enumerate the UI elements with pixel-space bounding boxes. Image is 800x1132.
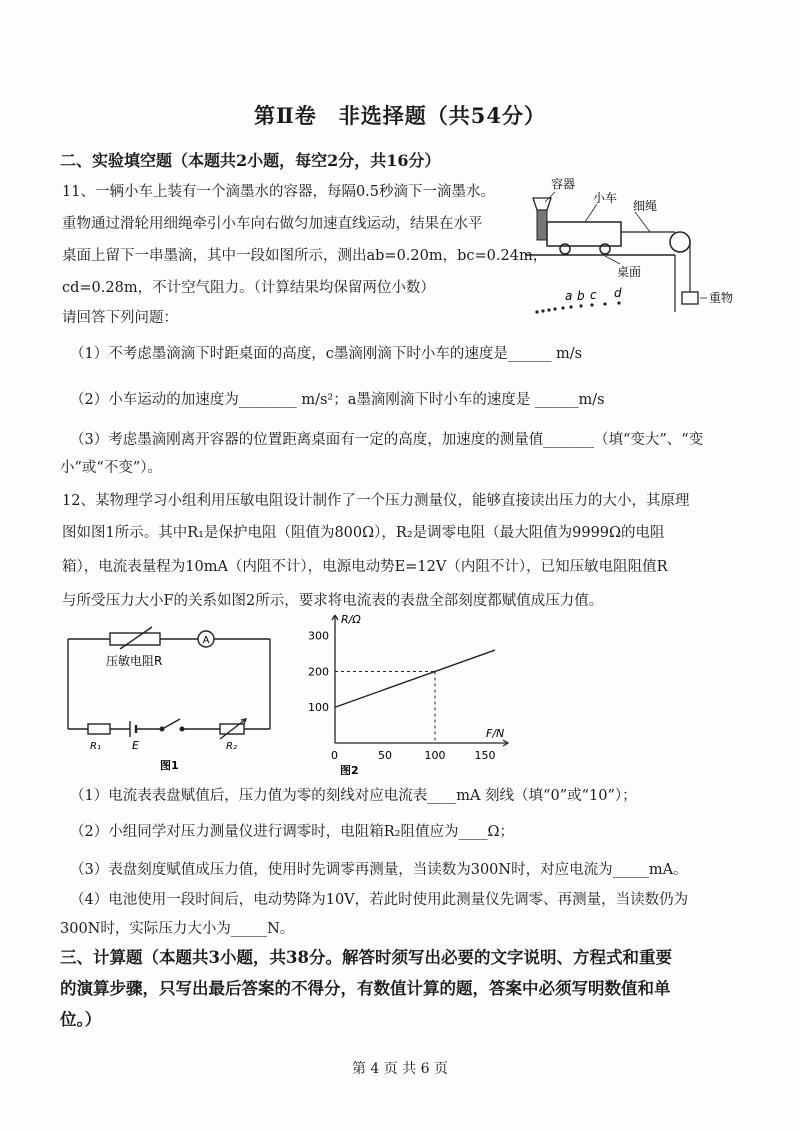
q11-part-2: （2）小车运动的加速度为________ m/s²；a墨滴刚滴下时小车的速度是 ______m/s <box>70 392 605 408</box>
x-axis-label: F/N <box>486 727 505 740</box>
q11-line-3: 桌面上留下一串墨滴，其中一段如图所示，测出ab=0.20m，bc=0.24m， <box>62 248 548 264</box>
container-body <box>537 210 547 240</box>
q11-line-2: 重物通过滑轮用细绳牵引小车向右做匀加速直线运动，结果在水平 <box>62 216 483 232</box>
q11-part-3-line-2: 小”或“不变”）。 <box>60 460 162 476</box>
point-a: a <box>565 289 573 303</box>
origin-label: 0 <box>331 749 338 762</box>
r2-label: R₂ <box>226 741 237 752</box>
x-tick-label: 100 <box>424 749 446 762</box>
q12-line-1: 12、某物理学习小组利用压敏电阻设计制作了一个压力测量仪，能够直接读出压力的大小，其原理 <box>62 493 690 509</box>
string-label: 细绳 <box>633 199 658 213</box>
x-tick-label: 50 <box>378 749 392 762</box>
point-c: c <box>590 288 597 302</box>
section-3-line-2: 的演算步骤，只写出最后答案的不得分，有数值计算的题，答案中必须写明数值和单 <box>60 979 671 998</box>
weight-block <box>682 292 698 304</box>
switch-icon <box>164 719 180 728</box>
q12-line-4: 与所受压力大小F的关系如图2所示，要求将电流表的表盘全部刻度都赋值成压力值。 <box>62 593 604 609</box>
q11-part-1: （1）不考虑墨滴滴下时距桌面的高度，c墨滴刚滴下时小车的速度是______ m/s <box>70 346 583 362</box>
y-axis-label: R/Ω <box>341 615 361 626</box>
sensor-label: 压敏电阻R <box>106 654 163 668</box>
series-line <box>335 650 495 707</box>
r1-resistor <box>88 724 110 734</box>
page-footer: 第 4 页 共 6 页 <box>351 1061 449 1077</box>
point-b: b <box>577 289 585 303</box>
q12-line-2: 图如图1所示。其中R₁是保护电阻（阻值为800Ω），R₂是调零电阻（最大阻值为9999Ω的电阻 <box>62 525 665 541</box>
container-label: 容器 <box>551 177 576 191</box>
section-3-line-1: 三、计算题（本题共3小题，共38分。解答时须写出必要的文字说明、方程式和重要 <box>60 948 672 967</box>
pulley-icon <box>670 232 690 252</box>
cart-body <box>547 222 621 246</box>
table-label: 桌面 <box>617 265 642 279</box>
point-d: d <box>614 286 622 300</box>
q12-part-4-line-2: 300N时，实际压力大小为_____N。 <box>60 921 295 937</box>
q12-part-3: （3）表盘刻度赋值成压力值，使用时先调零再测量，当读数为300N时，对应电流为_____mA。 <box>70 862 688 878</box>
fig2-caption: 图2 <box>340 764 359 775</box>
section-3-line-3: 位。） <box>60 1010 102 1029</box>
q11-line-4: cd=0.28m，不计空气阻力。（计算结果均保留两位小数） <box>62 280 435 296</box>
ink-drops <box>535 301 620 313</box>
y-tick-label: 300 <box>308 629 329 643</box>
container-icon <box>533 198 551 210</box>
e-label: E <box>132 739 139 752</box>
fig1-caption: 图1 <box>160 759 179 772</box>
q12-line-3: 箱），电流表量程为10mA（内阻不计），电源电动势E=12V（内阻不计），已知压敏电阻阻值R <box>62 559 668 575</box>
cart-label: 小车 <box>593 191 618 205</box>
q12-part-2: （2）小组同学对压力测量仪进行调零时，电阻箱R₂阻值应为____Ω； <box>70 824 514 840</box>
q12-part-1: （1）电流表表盘赋值后，压力值为零的刻线对应电流表____mA 刻线（填“0”或“10”）； <box>70 788 637 804</box>
resistance-force-chart <box>305 615 515 775</box>
circuit-diagram <box>60 625 285 775</box>
q11-line-1: 11、一辆小车上装有一个滴墨水的容器，每隔0.5秒滴下一滴墨水。 <box>62 184 496 200</box>
q11-part-3-line-1: （3）考虑墨滴刚离开容器的位置距离桌面有一定的高度，加速度的测量值_______（填“变大”、“变 <box>70 432 704 448</box>
weight-label: 重物 <box>709 291 734 305</box>
r1-label: R₁ <box>90 741 101 752</box>
page-title: 第Ⅱ卷 非选择题（共54分） <box>254 103 546 128</box>
cart-pulley-figure <box>525 172 750 322</box>
y-tick-label: 100 <box>308 701 329 715</box>
q11-line-5: 请回答下列问题： <box>62 310 178 326</box>
section-2-heading: 二、实验填空题（本题共2小题，每空2分，共16分） <box>60 151 441 170</box>
ammeter-label: A <box>202 635 210 646</box>
y-tick-label: 200 <box>308 665 329 679</box>
x-tick-label: 150 <box>474 749 496 762</box>
q12-part-4-line-1: （4）电池使用一段时间后，电动势降为10V，若此时使用此测量仪先调零、再测量，当读数仍为 <box>70 892 689 908</box>
